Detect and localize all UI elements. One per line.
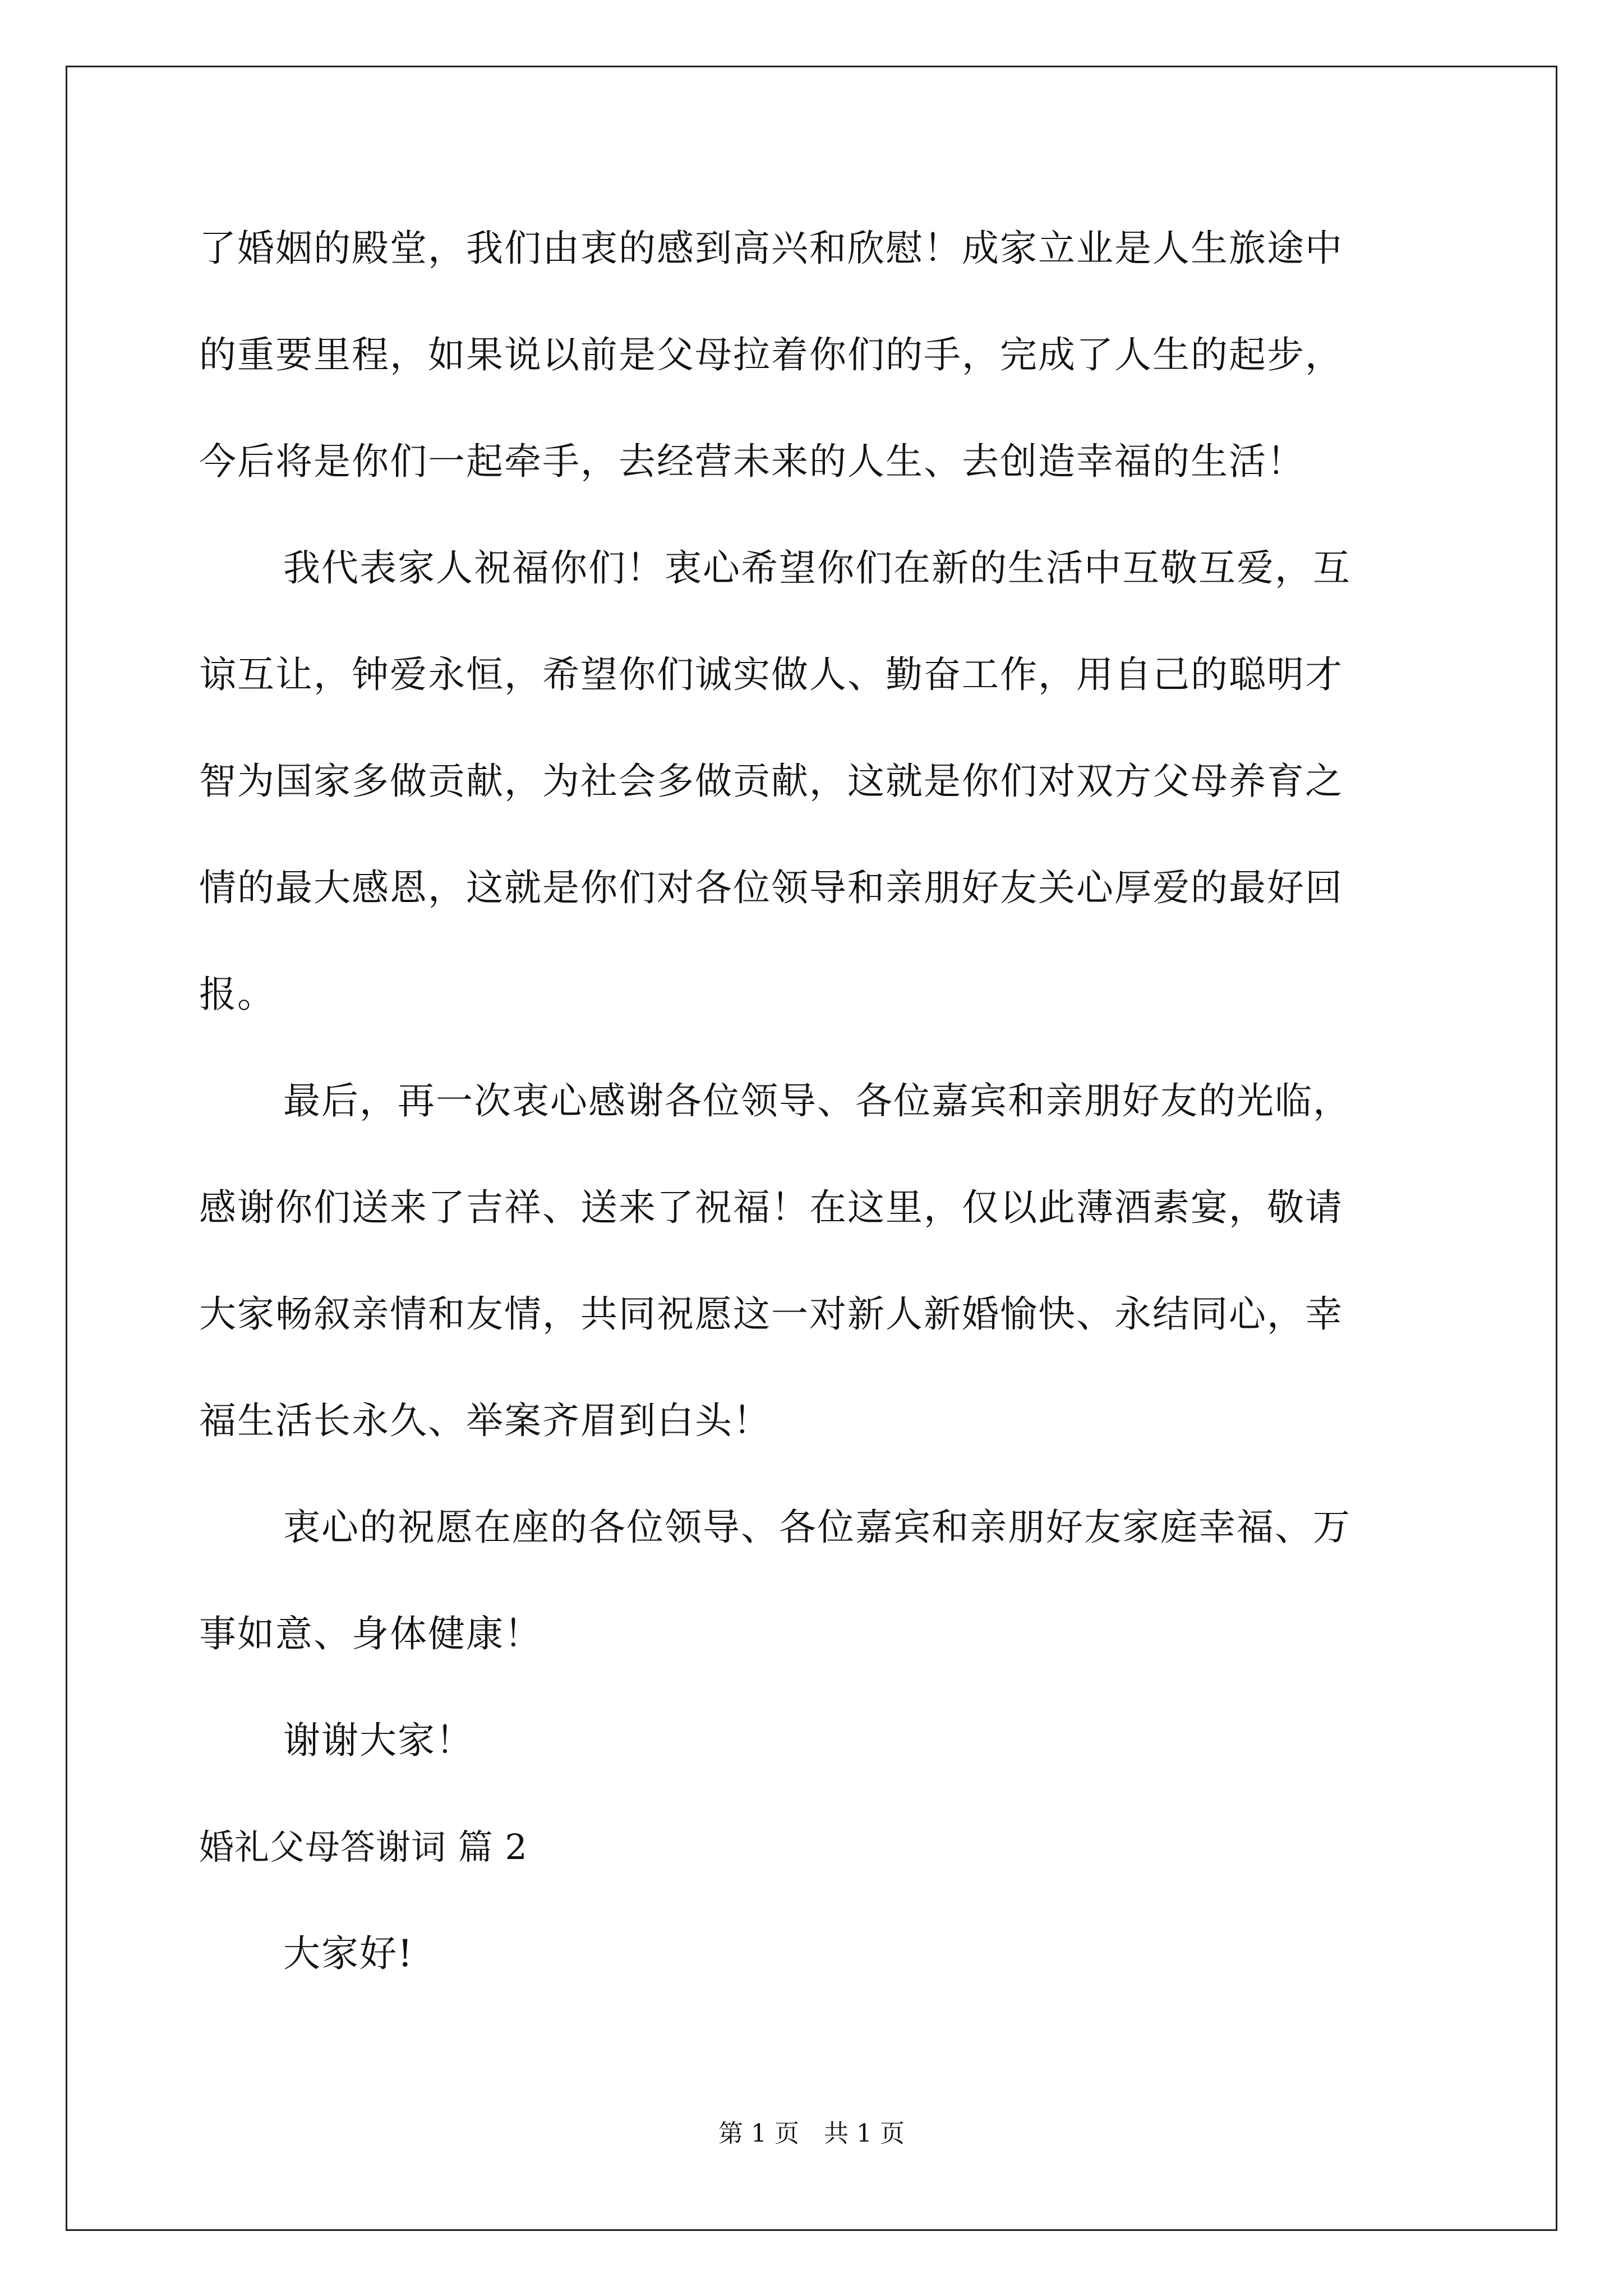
paragraph-line: 福生活长永久、举案齐眉到白头！ <box>199 1399 771 1442</box>
section-heading: 婚礼父母答谢词 篇 2 <box>199 1826 528 1867</box>
page-footer <box>0 2118 1623 2150</box>
paragraph-line: 智为国家多做贡献，为社会多做贡献，这就是你们对双方父母养育之 <box>199 760 1343 803</box>
paragraph-line: 最后，再一次衷心感谢各位领导、各位嘉宾和亲朋好友的光临， <box>283 1079 1351 1122</box>
paragraph-line: 我代表家人祝福你们！衷心希望你们在新的生活中互敬互爱，互 <box>283 546 1351 590</box>
paragraph-line: 的重要里程，如果说以前是父母拉着你们的手，完成了人生的起步， <box>199 333 1343 376</box>
page-total: 共 1 页 <box>824 2119 905 2148</box>
paragraph-line: 了婚姻的殿堂，我们由衷的感到高兴和欣慰！成家立业是人生旅途中 <box>199 227 1343 270</box>
paragraph-line: 报。 <box>199 973 275 1016</box>
paragraph-line: 衷心的祝愿在座的各位领导、各位嘉宾和亲朋好友家庭幸福、万 <box>283 1506 1351 1549</box>
paragraph-line: 事如意、身体健康！ <box>199 1612 542 1655</box>
paragraph-line: 大家畅叙亲情和友情，共同祝愿这一对新人新婚愉快、永结同心，幸 <box>199 1292 1343 1336</box>
page-border <box>66 66 1557 2231</box>
paragraph-line: 今后将是你们一起牵手，去经营未来的人生、去创造幸福的生活！ <box>199 440 1305 483</box>
greeting-line: 大家好! <box>283 1932 414 1975</box>
page-number: 第 1 页 <box>718 2119 799 2148</box>
paragraph-line: 感谢你们送来了吉祥、送来了祝福！在这里，仅以此薄酒素宴，敬请 <box>199 1186 1343 1229</box>
paragraph-line: 谅互让，钟爱永恒，希望你们诚实做人、勤奋工作，用自己的聪明才 <box>199 653 1343 696</box>
paragraph-line: 谢谢大家！ <box>283 1719 474 1762</box>
paragraph-line: 情的最大感恩，这就是你们对各位领导和亲朋好友关心厚爱的最好回 <box>199 866 1343 909</box>
